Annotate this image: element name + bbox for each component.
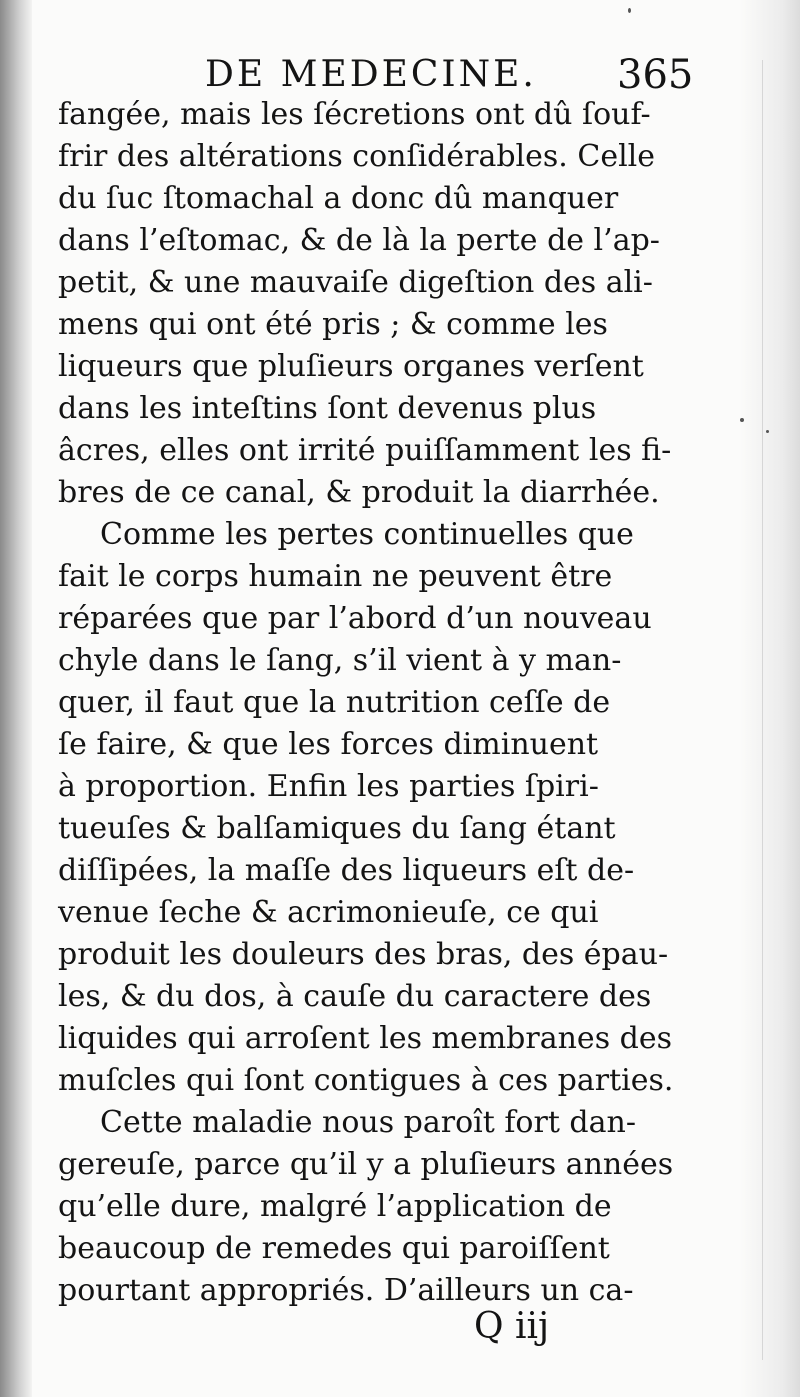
text-line: liquides qui arroſent les membranes des [58,1021,672,1056]
text-line: frir des altérations conſidérables. Celle [58,139,656,174]
text-line: dans les inteſtins ſont devenus plus [58,391,597,426]
binding-shadow [0,0,32,1397]
text-line: fait le corps humain ne peuvent être [58,559,613,594]
signature-mark: Q iij [474,1306,550,1347]
text-line: quer, il faut que la nutrition ceſſe de [58,685,611,720]
text-line: ſe faire, & que les forces diminuent [58,727,599,762]
body-text [58,94,682,1312]
running-title: DE MEDECINE. [205,54,537,95]
text-line: diſſipées, la maſſe des liqueurs eſt de- [58,853,635,888]
text-line: dans l’eſtomac, & de là la perte de l’ap- [58,223,660,258]
page-edge [740,0,800,1397]
text-line: liqueurs que pluſieurs organes verſent [58,349,644,384]
text-line: chyle dans le ſang, s’il vient à y man- [58,643,622,678]
text-line: du ſuc ſtomachal a donc dû manquer [58,181,619,216]
paragraph-start-line: Comme les pertes continuelles que [100,517,634,552]
text-line: les, & du dos, à cauſe du caractere des [58,979,652,1014]
page-number: 365 [617,52,694,98]
text-line: produit les douleurs des bras, des épau- [58,937,669,972]
text-line: réparées que par l’abord d’un nouveau [58,601,652,636]
text-line: muſcles qui ſont contigues à ces parties. [58,1063,674,1098]
text-line: gereuſe, parce qu’il y a pluſieurs années [58,1147,674,1182]
text-line: beaucoup de remedes qui paroiſſent [58,1231,610,1266]
text-line: à proportion. Enfin les parties ſpiri- [58,769,599,804]
text-line: bres de ce canal, & produit la diarrhée. [58,475,660,510]
ink-speck [766,430,769,433]
text-line: mens qui ont été pris ; & comme les [58,307,608,342]
text-line: âcres, elles ont irrité puiſſamment les fi- [58,433,672,468]
text-line: pourtant appropriés. D’ailleurs un ca- [58,1273,634,1308]
text-line: qu’elle dure, malgré l’application de [58,1189,612,1224]
ink-speck [628,8,631,13]
text-line: tueuſes & balſamiques du ſang étant [58,811,616,846]
page-edge-line [762,60,763,1360]
paragraph-start-line: Cette maladie nous paroît fort dan- [100,1105,636,1140]
text-line: petit, & une mauvaiſe digeſtion des ali- [58,265,653,300]
text-line: venue ſeche & acrimonieuſe, ce qui [58,895,599,930]
ink-speck [740,418,744,422]
text-line: fangée, mais les ſécretions ont dû ſouf- [58,97,651,132]
